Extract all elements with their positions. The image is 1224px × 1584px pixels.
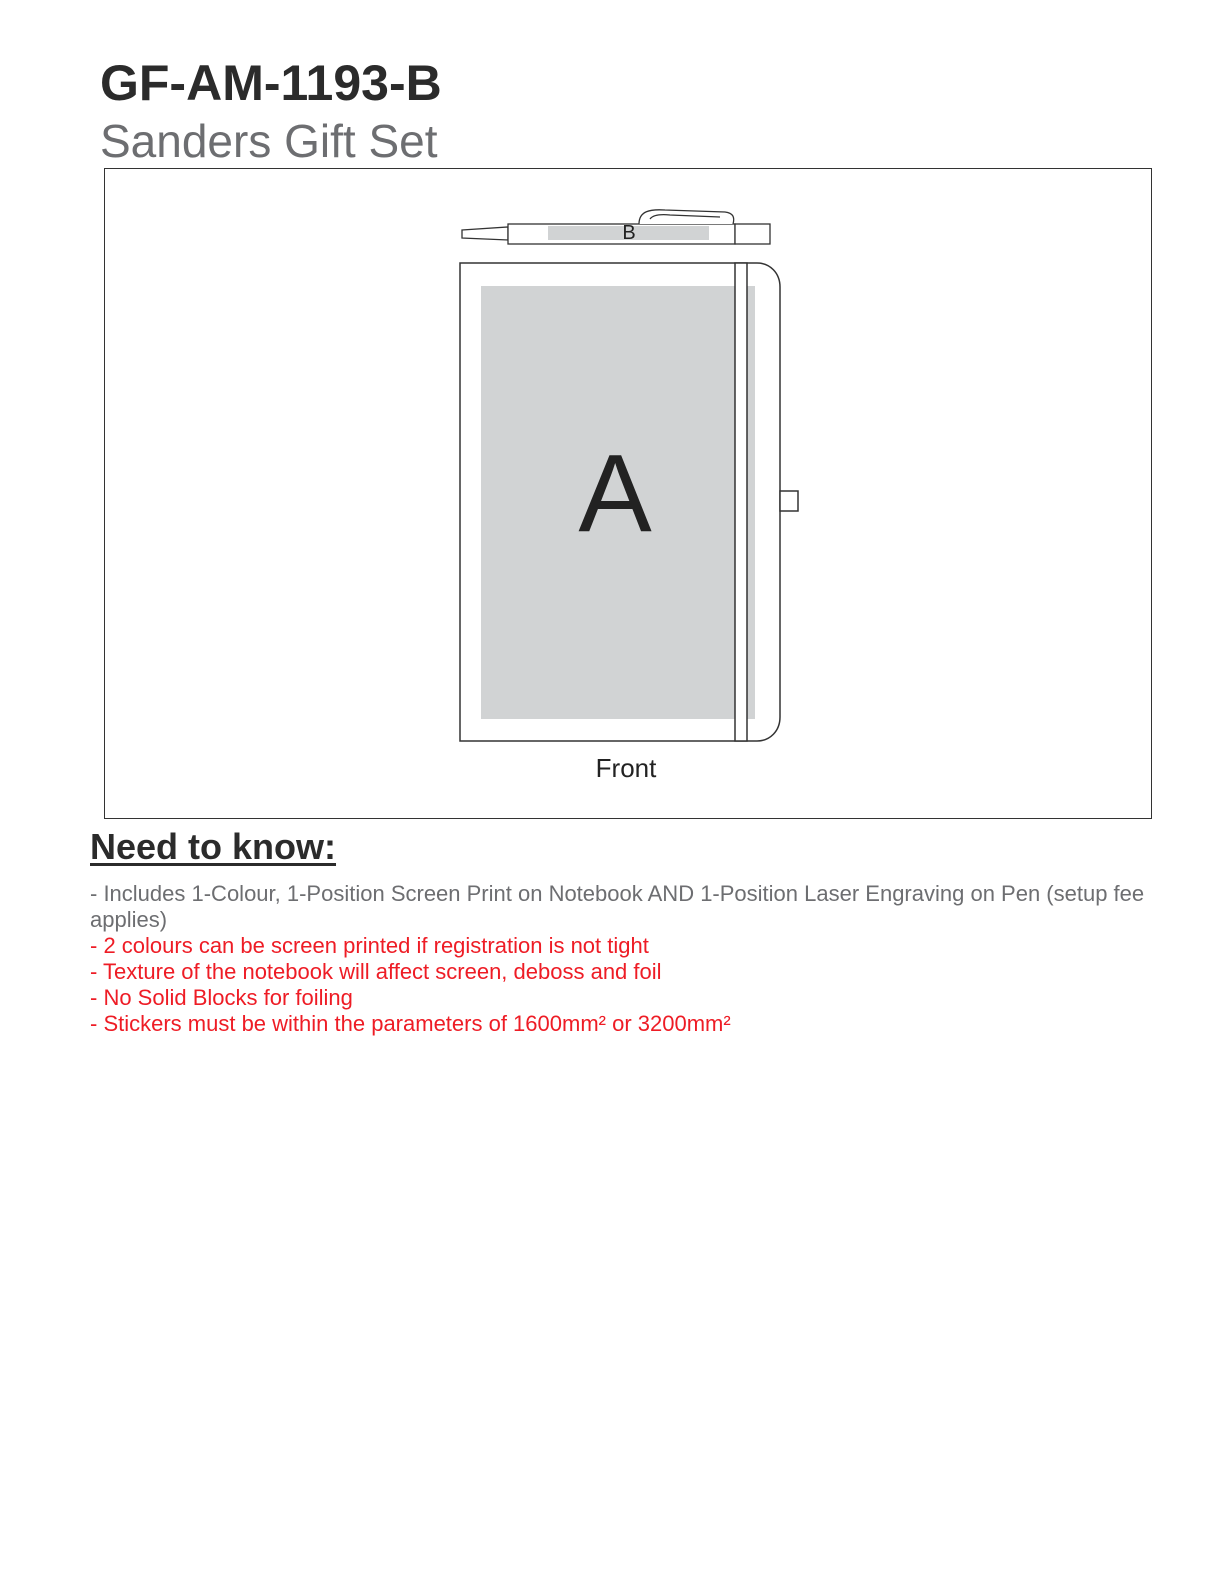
need-to-know-heading: Need to know: xyxy=(90,826,337,867)
product-code: GF-AM-1193-B xyxy=(100,55,442,111)
need-to-know-list xyxy=(90,881,1150,1037)
notebook-pen-loop xyxy=(780,491,798,511)
note-item: - Includes 1-Colour, 1-Position Screen Print on Notebook AND 1-Position Laser Engraving on Pen (setup fee applies) xyxy=(90,881,1145,932)
note-item: - Stickers must be within the parameters of 1600mm² or 3200mm² xyxy=(90,1011,731,1036)
print-zone-b-label: B xyxy=(622,222,636,244)
product-name: Sanders Gift Set xyxy=(100,115,438,167)
print-zone-a-label: A xyxy=(578,432,652,555)
view-label-text: Front xyxy=(595,753,657,783)
note-item: - No Solid Blocks for foiling xyxy=(90,985,353,1010)
pen-tip xyxy=(462,227,508,240)
view-label xyxy=(105,753,1151,784)
artwork-frame xyxy=(104,168,1152,819)
pen-cap-end xyxy=(735,224,770,244)
note-item: - 2 colours can be screen printed if registration is not tight xyxy=(90,933,649,958)
note-item: - Texture of the notebook will affect screen, deboss and foil xyxy=(90,959,662,984)
